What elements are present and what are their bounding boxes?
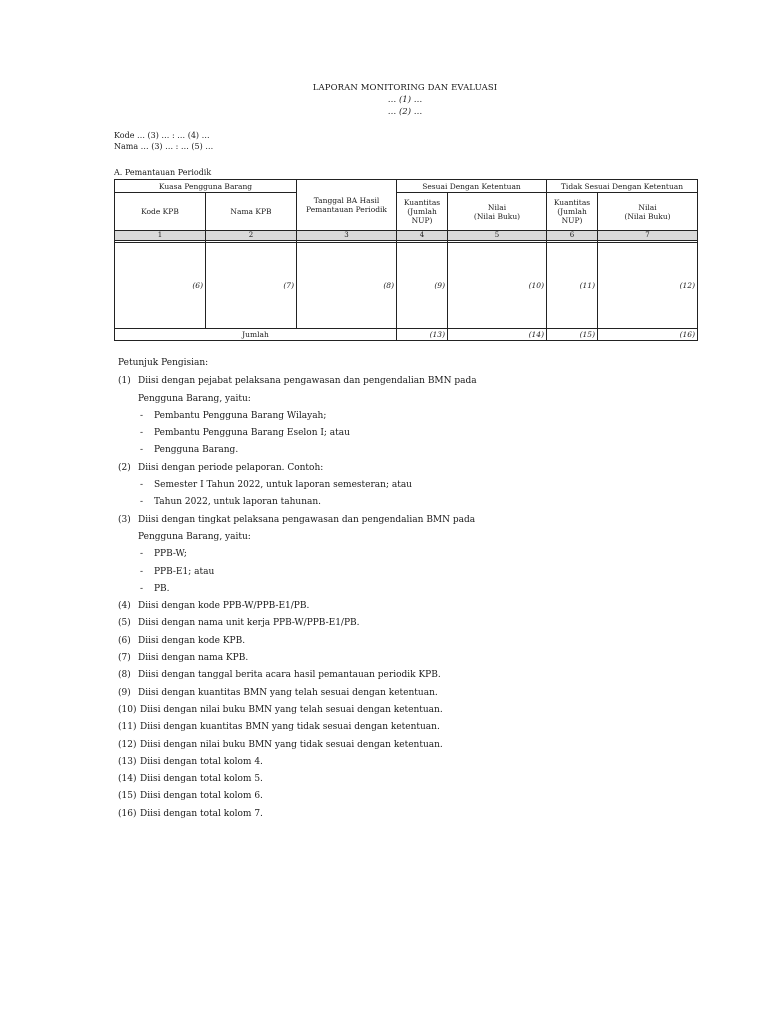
bullet-dash: - [140, 583, 144, 594]
instruction-bullet [118, 425, 678, 442]
instruction-number: (6) [118, 635, 131, 646]
instruction-text: Diisi dengan nama unit kerja PPB-W/PPB-E1/PB. [138, 618, 360, 629]
instruction-number: (15) [118, 791, 137, 802]
data-cell: (8) [297, 243, 397, 329]
header-nama-kpb: Nama KPB [206, 193, 297, 231]
instruction-number: (1) [118, 376, 131, 387]
total-row [115, 329, 698, 341]
bullet-text: PPB-W; [154, 549, 187, 560]
instruction-bullet [118, 546, 678, 563]
bullet-text: Pengguna Barang. [154, 445, 239, 456]
instruction-bullet [118, 494, 678, 511]
instruction-number: (16) [118, 808, 137, 819]
header-nilai-tidak [598, 193, 698, 231]
instruction-item [118, 719, 678, 736]
instruction-number: (7) [118, 653, 131, 664]
nilai-label: Nilai [638, 202, 657, 212]
instruction-bullet [118, 581, 678, 598]
bullet-text: Pembantu Pengguna Barang Wilayah; [154, 410, 327, 421]
data-cell: (12) [598, 243, 698, 329]
instruction-text: Diisi dengan nama KPB. [138, 653, 249, 664]
instruction-item [118, 754, 678, 771]
data-cell: (11) [547, 243, 598, 329]
instruction-item [118, 737, 678, 754]
section-label: A. Pemantauan Periodik [114, 168, 212, 177]
report-title: LAPORAN MONITORING DAN EVALUASI [312, 83, 498, 93]
instruction-text: Diisi dengan periode pelaporan. Contoh: [138, 462, 324, 473]
total-cell: (13) [397, 329, 448, 341]
instruction-text: Diisi dengan tingkat pelaksana pengawasan dan pengendalian BMN pada [138, 514, 476, 525]
instructions-block [118, 355, 678, 823]
bullet-text: PB. [154, 583, 170, 594]
nilai-sub-label: (Nilai Buku) [473, 211, 521, 221]
report-period-line: … (2) … [387, 107, 423, 117]
instruction-item [118, 512, 678, 529]
bullet-text: Semester I Tahun 2022, untuk laporan semesteran; atau [154, 480, 412, 491]
column-number-row [115, 231, 698, 241]
instruction-text: Diisi dengan nilai buku BMN yang tidak sesuai dengan ketentuan. [140, 739, 443, 750]
instruction-text: Diisi dengan tanggal berita acara hasil pemantauan periodik KPB. [138, 670, 441, 681]
jumlah-label: Jumlah [115, 329, 397, 341]
header-tidak-sesuai: Tidak Sesuai Dengan Ketentuan [547, 180, 698, 193]
instruction-text: Diisi dengan nilai buku BMN yang telah sesuai dengan ketentuan. [140, 704, 443, 715]
table-row [115, 243, 698, 329]
instruction-text: Diisi dengan kuantitas BMN yang tidak sesuai dengan ketentuan. [140, 722, 440, 733]
header-sesuai: Sesuai Dengan Ketentuan [397, 180, 547, 193]
meta-block [114, 130, 213, 152]
monitoring-table [114, 179, 698, 341]
instruction-text: Diisi dengan kuantitas BMN yang telah sesuai dengan ketentuan. [138, 687, 438, 698]
data-cell: (10) [448, 243, 547, 329]
column-number: 2 [206, 231, 297, 241]
header-nilai-sesuai [448, 193, 547, 231]
instruction-number: (5) [118, 618, 131, 629]
kode-line: Kode … (3) … : … (4) … [114, 131, 210, 140]
column-number: 6 [547, 231, 598, 241]
instruction-number: (8) [118, 670, 131, 681]
column-number: 1 [115, 231, 206, 241]
header-kuasa-pengguna: Kuasa Pengguna Barang [115, 180, 297, 193]
instruction-text: Diisi dengan total kolom 5. [140, 774, 263, 785]
data-cell: (7) [206, 243, 297, 329]
data-cell: (6) [115, 243, 206, 329]
instruction-text: Diisi dengan kode PPB-W/PPB-E1/PB. [138, 601, 310, 612]
column-number: 4 [397, 231, 448, 241]
instruction-text: Diisi dengan total kolom 7. [140, 808, 263, 819]
instruction-item [118, 633, 678, 650]
instruction-bullet [118, 564, 678, 581]
instruction-text: Diisi dengan pejabat pelaksana pengawasan dan pengendalian BMN pada [138, 376, 477, 387]
total-cell: (16) [598, 329, 698, 341]
bullet-dash: - [140, 445, 144, 456]
data-cell: (9) [397, 243, 448, 329]
bullet-dash: - [140, 566, 144, 577]
header-kode-kpb: Kode KPB [115, 193, 206, 231]
total-cell: (15) [547, 329, 598, 341]
instruction-number: (4) [118, 601, 131, 612]
instruction-bullet [118, 442, 678, 459]
instruction-bullet [118, 408, 678, 425]
instruction-number: (9) [118, 687, 131, 698]
header-kuantitas-sesuai: Kuantitas (Jumlah NUP) [397, 193, 448, 231]
instruction-continuation: Pengguna Barang, yaitu: [138, 531, 251, 542]
instruction-text: Diisi dengan kode KPB. [138, 635, 246, 646]
nilai-label: Nilai [487, 202, 507, 212]
header-tanggal-ba: Tanggal BA Hasil Pemantauan Periodik [297, 180, 397, 231]
report-unit-line: … (1) … [387, 95, 423, 105]
bullet-text: Pembantu Pengguna Barang Eselon I; atau [154, 428, 350, 439]
instruction-bullet [118, 477, 678, 494]
instruction-number: (2) [118, 462, 131, 473]
header-kuantitas-tidak: Kuantitas (Jumlah NUP) [547, 193, 598, 231]
instruction-number: (3) [118, 514, 131, 525]
instructions-heading: Petunjuk Pengisian: [118, 358, 209, 368]
instruction-item [118, 806, 678, 823]
bullet-dash: - [140, 549, 144, 560]
instruction-item [118, 702, 678, 719]
instruction-item [118, 650, 678, 667]
bullet-dash: - [140, 410, 144, 421]
bullet-dash: - [140, 480, 144, 491]
instruction-item [118, 615, 678, 632]
instruction-number: (13) [118, 756, 137, 767]
instruction-number: (14) [118, 774, 137, 785]
instruction-item [118, 788, 678, 805]
nama-line: Nama … (3) … : … (5) … [114, 142, 214, 151]
report-header [0, 82, 768, 118]
column-number: 7 [598, 231, 698, 241]
bullet-dash: - [140, 428, 144, 439]
bullet-text: PPB-E1; atau [154, 566, 215, 577]
instruction-item [118, 685, 678, 702]
instruction-item [118, 373, 678, 390]
total-cell: (14) [448, 329, 547, 341]
instruction-number: (12) [118, 739, 137, 750]
bullet-text: Tahun 2022, untuk laporan tahunan. [154, 497, 322, 508]
bullet-dash: - [140, 497, 144, 508]
column-number: 5 [448, 231, 547, 241]
instruction-text: Diisi dengan total kolom 6. [140, 791, 263, 802]
instruction-continuation: Pengguna Barang, yaitu: [138, 393, 251, 404]
instruction-text: Diisi dengan total kolom 4. [140, 756, 263, 767]
instruction-item [118, 460, 678, 477]
instruction-number: (10) [118, 704, 137, 715]
instruction-item [118, 667, 678, 684]
column-number: 3 [297, 231, 397, 241]
nilai-sub-label: (Nilai Buku) [624, 211, 671, 221]
instruction-number: (11) [118, 722, 137, 733]
instruction-item [118, 771, 678, 788]
instruction-item [118, 598, 678, 615]
instructions-list [118, 373, 678, 823]
